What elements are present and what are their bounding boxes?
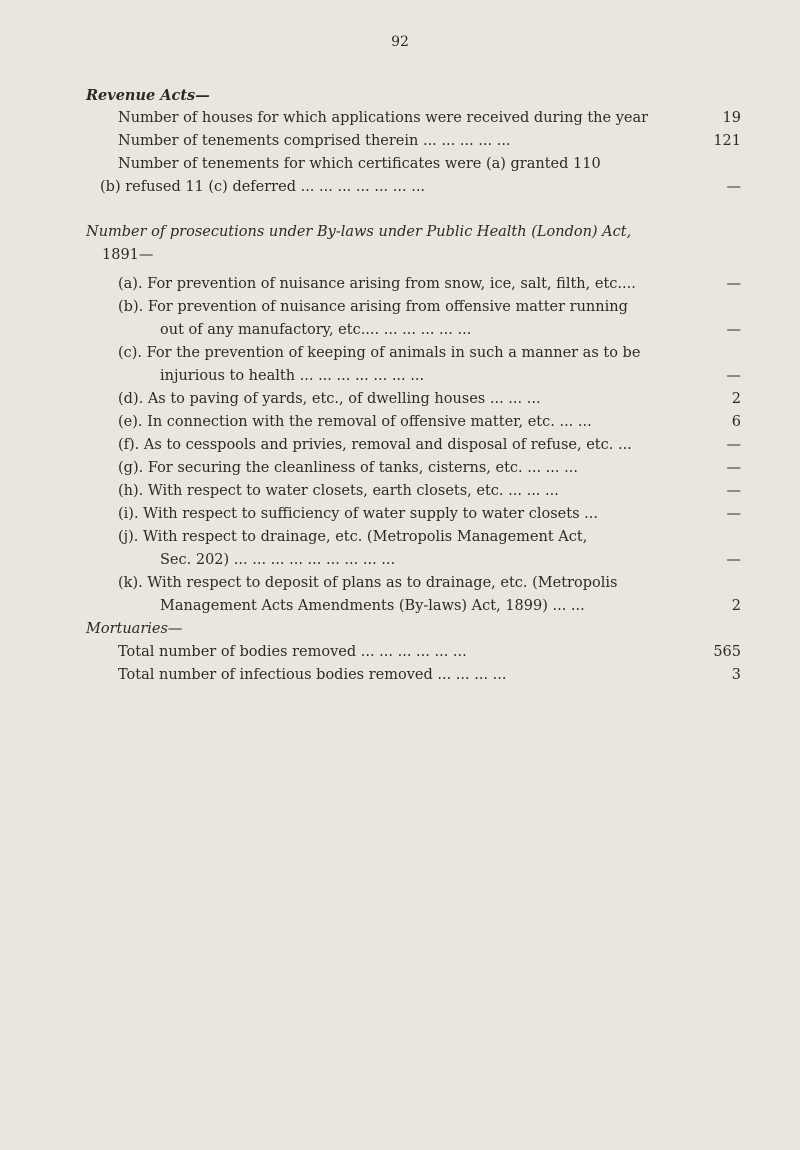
prosecution-item-cont — [86, 549, 741, 572]
prosecution-item — [86, 388, 741, 411]
prosecution-item-text: (i). With respect to sufficiency of water supply to water closets ... — [118, 506, 598, 522]
revenue-line-text: Number of tenements comprised therein ... ... ... ... ... — [118, 133, 511, 149]
prosecution-item-text: (e). In connection with the removal of offensive matter, etc. ... ... — [118, 414, 592, 430]
revenue-line — [86, 107, 741, 130]
prosecution-item-value: — — [726, 483, 741, 499]
prosecution-item-text: Sec. 202) ... ... ... ... ... ... ... ... ... — [160, 552, 396, 568]
prosecution-item — [86, 480, 741, 503]
revenue-line — [86, 153, 741, 176]
prosecution-item — [86, 296, 741, 319]
mortuary-line-text: Total number of infectious bodies removed ... ... ... ... — [118, 667, 507, 683]
mortuary-line-value: 3 — [731, 667, 741, 683]
prosecution-item-cont — [86, 595, 741, 618]
mortuary-line — [86, 664, 741, 687]
prosecution-item — [86, 342, 741, 365]
prosecution-item — [86, 411, 741, 434]
revenue-line-text: Number of houses for which applications were received during the year — [118, 110, 649, 126]
prosecution-item-cont — [86, 319, 741, 342]
prosecution-item-text: (a). For prevention of nuisance arising from snow, ice, salt, filth, etc.... — [118, 276, 636, 292]
mortuaries-heading: Mortuaries— — [86, 621, 183, 637]
prosecution-item-text: (d). As to paving of yards, etc., of dwelling houses ... ... ... — [118, 391, 541, 407]
prosecution-item-value: — — [726, 322, 741, 338]
mortuary-line-text: Total number of bodies removed ... ... ... ... ... ... — [118, 644, 467, 660]
prosecution-item-text: out of any manufactory, etc.... ... ... ... ... ... — [160, 322, 472, 338]
prosecution-item-text: (f). As to cesspools and privies, removal and disposal of refuse, etc. ... — [118, 437, 632, 453]
prosecution-item — [86, 526, 741, 549]
prosecution-item-value: — — [726, 552, 741, 568]
prosecution-item-text: (h). With respect to water closets, earth closets, etc. ... ... ... — [118, 483, 559, 499]
prosecutions-heading-cont — [86, 244, 741, 267]
prosecution-item-text: injurious to health ... ... ... ... ... ... ... — [160, 368, 425, 384]
mortuary-line-value: 565 — [713, 644, 741, 660]
revenue-line-value: — — [726, 179, 741, 195]
prosecution-item — [86, 273, 741, 296]
revenue-line — [86, 130, 741, 153]
prosecution-item-value: — — [726, 276, 741, 292]
prosecution-item-text: (b). For prevention of nuisance arising from offensive matter running — [118, 299, 628, 315]
mortuary-line — [86, 641, 741, 664]
prosecution-item-text: (k). With respect to deposit of plans as to drainage, etc. (Metropolis — [118, 575, 618, 591]
prosecution-item-cont — [86, 365, 741, 388]
prosecution-item-value: — — [726, 506, 741, 522]
revenue-acts-heading: Revenue Acts— — [86, 87, 210, 104]
page-number: 92 — [391, 34, 409, 50]
revenue-line — [86, 176, 741, 199]
prosecution-item — [86, 503, 741, 526]
revenue-line-text: (b) refused 11 (c) deferred ... ... ... ... ... ... ... — [100, 179, 426, 195]
prosecution-item-value: 6 — [731, 414, 741, 430]
prosecution-item-value: — — [726, 368, 741, 384]
prosecution-item-value: — — [726, 437, 741, 453]
prosecutions-heading: Number of prosecutions under By-laws under Public Health (London) Act, — [86, 224, 632, 240]
revenue-line-value: 19 — [722, 110, 741, 126]
prosecution-item-text: (g). For securing the cleanliness of tanks, cisterns, etc. ... ... ... — [118, 460, 578, 476]
prosecution-item-value: 2 — [731, 598, 741, 614]
prosecution-item — [86, 572, 741, 595]
prosecution-item-text: (c). For the prevention of keeping of animals in such a manner as to be — [118, 345, 641, 361]
prosecution-item-text: Management Acts Amendments (By-laws) Act, 1899) ... ... — [160, 598, 585, 614]
prosecution-item-value: — — [726, 460, 741, 476]
revenue-line-value: 121 — [713, 133, 741, 149]
revenue-line-text: Number of tenements for which certificates were (a) granted 110 — [118, 156, 601, 172]
prosecution-item — [86, 457, 741, 480]
page-content — [86, 84, 741, 687]
prosecution-item-text: (j). With respect to drainage, etc. (Metropolis Management Act, — [118, 529, 588, 545]
prosecution-item-value: 2 — [731, 391, 741, 407]
prosecution-item — [86, 434, 741, 457]
prosecutions-heading-year: 1891— — [102, 247, 154, 263]
